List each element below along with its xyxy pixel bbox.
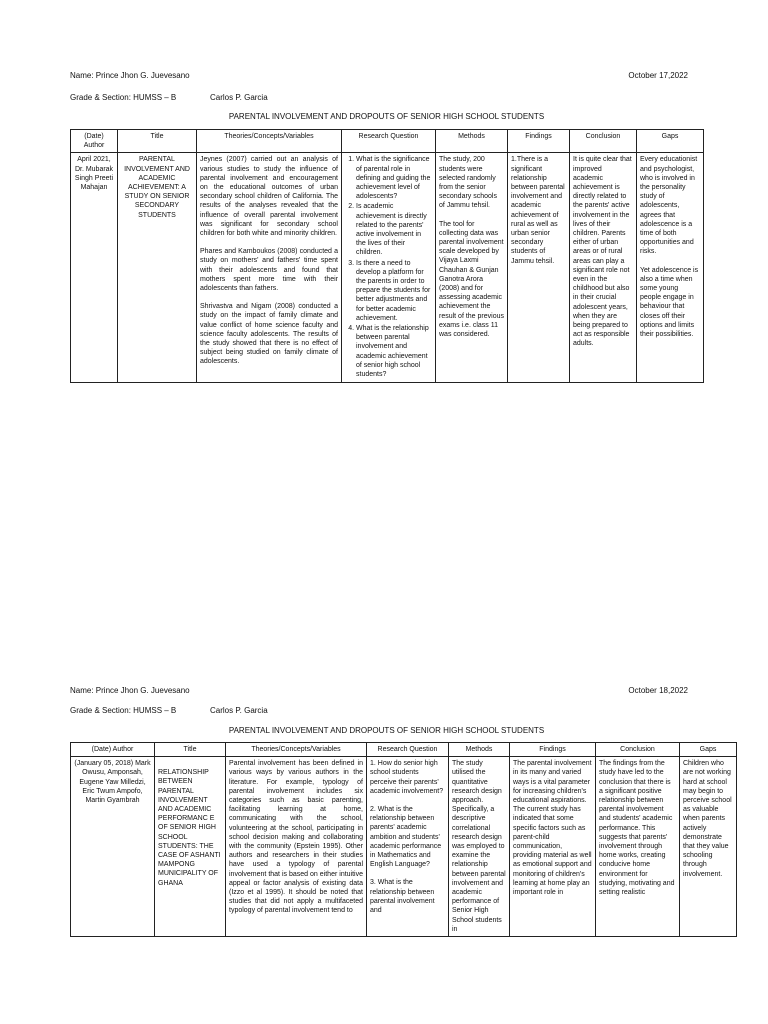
cell-author: April 2021, Dr. Mubarak Singh Preeti Mahajan bbox=[71, 153, 118, 383]
cell-methods: The study utilised the quantitative research design approach. Specifically, a descriptive correlational research design was employed to examine the relationship between parental involvement and academic performance of Senior High School students in bbox=[449, 757, 510, 937]
col-header: Research Question bbox=[342, 130, 436, 153]
cell-theories: Parental involvement has been defined in various ways by various authors in the literature. For example, typology of parental involvement includes six categories such as basic parenting, facilitating learning at home, communicating with the school, volunteering at the school, participating in school decision making and collaborating with the community (Epstein 1995). Other authors and researchers in their studies have used a typology of parental involvement that is based on either intuitive appeal or factor analysis of existing data (Izzo et al 1995). It should be noted that studies that did not apply a multifaceted typology of parental involvement tend to bbox=[226, 757, 367, 937]
col-header: Methods bbox=[436, 130, 508, 153]
research-question: 3. Is there a need to develop a platform for the parents in order to prepare the students for better adjustments and for better academic achievement. bbox=[356, 259, 432, 323]
teacher-name: Carlos P. Garcia bbox=[210, 93, 268, 102]
gaps-paragraph: Every educationist and psychologist, who is involved in the personality study of adolescents, agrees that adolescence is a time of both opportunities and risks. bbox=[640, 156, 698, 256]
cell-gaps: Children who are not working hard at school may begin to perceive school as valuable when parents actively demonstrate that they value schooling through involvement. bbox=[680, 757, 737, 937]
cell-findings: The parental involvement in its many and varied ways is a vital parameter for increasing children's educational aspirations. The current study has indicated that some specific factors such as parent-child communication, providing material as well as emotional support and monitoring of children's learning at home play an important role in bbox=[510, 757, 596, 937]
research-question: 3. What is the relationship between parental involvement and bbox=[370, 879, 435, 915]
student-name: Name: Prince Jhon G. Juevesano bbox=[70, 686, 190, 695]
col-header: Theories/Concepts/Variables bbox=[226, 743, 367, 757]
col-header: (Date) Author bbox=[71, 743, 155, 757]
cell-gaps bbox=[637, 153, 704, 383]
research-question: 2. Is academic achievement is directly related to the parents' active involvement in the lives of their children. bbox=[356, 202, 432, 257]
research-question: 2. What is the relationship between parents' academic ambition and students' academic performance in Mathematics and English Language? bbox=[370, 806, 442, 869]
col-header: Gaps bbox=[680, 743, 737, 757]
theory-paragraph: Phares and Kamboukos (2008) conducted a study on mothers' and fathers' time spent with their adolescents and found that mothers spent more time with their adolescents than fathers. bbox=[200, 248, 338, 293]
col-header: Conclusion bbox=[570, 130, 637, 153]
grade-section: Grade & Section: HUMSS – B bbox=[70, 706, 177, 715]
cell-methods bbox=[436, 153, 508, 383]
page-2 bbox=[70, 680, 732, 1024]
col-header: Methods bbox=[449, 743, 510, 757]
gaps-paragraph: Yet adolescence is also a time when some young people engage in behaviour that closes off their options and limits their possibilities. bbox=[640, 266, 699, 339]
table-row bbox=[71, 757, 737, 937]
cell-theories bbox=[197, 153, 342, 383]
research-question: 4. What is the relationship between parental involvement and academic achievement of senior high school students? bbox=[356, 324, 432, 379]
table-row bbox=[71, 153, 704, 383]
methods-paragraph: The tool for collecting data was parental involvement scale developed by Vijaya Laxmi Chauhan & Gunjan Ganotra Arora (2008) and for assessing academic achievement the result of the previous exams i.e. class 11 was considered. bbox=[439, 220, 504, 339]
teacher-name: Carlos P. Garcia bbox=[210, 706, 268, 715]
cell-research-question bbox=[367, 757, 449, 937]
col-header: Gaps bbox=[637, 130, 704, 153]
submission-date: October 17,2022 bbox=[628, 71, 688, 80]
col-header: Theories/Concepts/Variables bbox=[197, 130, 342, 153]
cell-title bbox=[155, 757, 226, 937]
review-table bbox=[70, 742, 737, 937]
grade-section: Grade & Section: HUMSS – B bbox=[70, 93, 177, 102]
col-header: Research Question bbox=[367, 743, 449, 757]
cell-author: (January 05, 2018) Mark Owusu, Amponsah, Eugene Yaw Milledzi, Eric Twum Ampofo, Martin Gyambrah bbox=[71, 757, 155, 937]
cell-conclusion: The findings from the study have led to the conclusion that there is a significant positive relationship between parental involvement and students' academic performance. This suggests that parents' involvement through home works, creating conducive home environment for studying, motivating and setting realistic bbox=[596, 757, 680, 937]
col-header: Title bbox=[155, 743, 226, 757]
col-header: (Date) Author bbox=[71, 130, 118, 153]
col-header: Findings bbox=[508, 130, 570, 153]
student-name: Name: Prince Jhon G. Juevesano bbox=[70, 71, 190, 80]
col-header: Findings bbox=[510, 743, 596, 757]
table-header-row bbox=[71, 130, 704, 153]
col-header: Title bbox=[118, 130, 197, 153]
methods-paragraph: The study, 200 students were selected randomly from the senior secondary schools of Jammu tehsil. bbox=[439, 156, 497, 210]
theory-paragraph: Shrivastva and Nigam (2008) conducted a study on the impact of family climate and value conflict of home science faculty and science faculty adolescents. The results of the study showed that there is no effect of subject being studied on family climate of adolescents. bbox=[200, 303, 338, 366]
table-header-row bbox=[71, 743, 737, 757]
title-text: RELATIONSHIP BETWEEN PARENTAL INVOLVEMENT AND ACADEMIC PERFORMANC E OF SENIOR HIGH SCHOOL STUDENTS: THE CASE OF ASHANTI MAMPONG MUNICIPALITY OF GHANA bbox=[158, 769, 221, 887]
research-question: 1. What is the significance of parental role in defining and guiding the achievement level of adolescents? bbox=[356, 155, 432, 201]
page-title: PARENTAL INVOLVEMENT AND DROPOUTS OF SENIOR HIGH SCHOOL STUDENTS bbox=[228, 112, 545, 121]
submission-date: October 18,2022 bbox=[628, 686, 688, 695]
cell-research-question bbox=[342, 153, 436, 383]
review-table bbox=[70, 129, 704, 383]
cell-findings: 1.There is a significant relationship between parental involvement and academic achievement of rural as well as urban senior secondary students of Jammu tehsil. bbox=[508, 153, 570, 383]
research-question: 1. How do senior high school students perceive their parents' academic involvement? bbox=[370, 760, 444, 795]
col-header: Conclusion bbox=[596, 743, 680, 757]
page-title: PARENTAL INVOLVEMENT AND DROPOUTS OF SENIOR HIGH SCHOOL STUDENTS bbox=[228, 726, 545, 735]
cell-title: PARENTAL INVOLVEMENT AND ACADEMIC ACHIEVEMENT: A STUDY ON SENIOR SECONDARY STUDENTS bbox=[118, 153, 197, 383]
page-1 bbox=[70, 0, 703, 520]
cell-conclusion: It is quite clear that improved academic achievement is directly related to the parents' active involvement in the lives of their children. Parents either of urban areas or of rural areas can play a significant role not even in the childhood but also in their crucial adolescent years, when they are being prepared to act as responsible adults. bbox=[570, 153, 637, 383]
theory-paragraph: Jeynes (2007) carried out an analysis of various studies to study the influence of parental involvement and encouragement on the educational outcomes of urban secondary school children of California. The results of the analyses revealed that the influence of overall parental involvement was significant for secondary school children for both white and minority children. bbox=[200, 156, 338, 238]
